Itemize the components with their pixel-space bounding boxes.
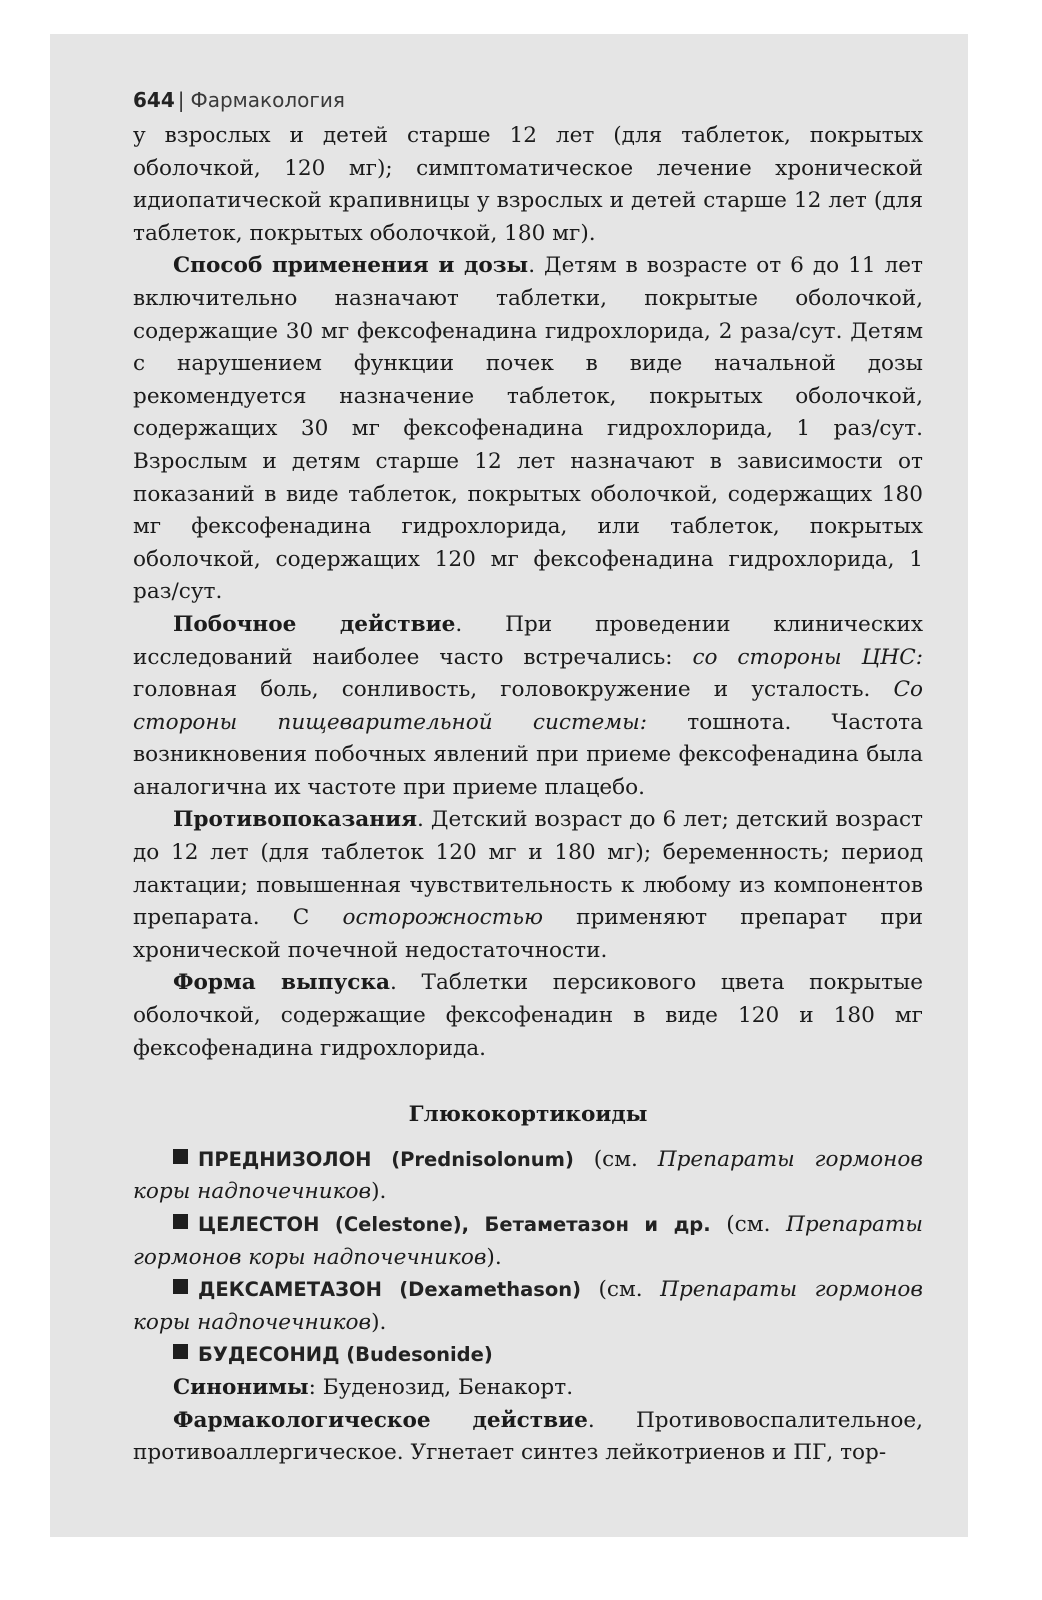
contraindications-italic: осторожностью: [342, 905, 544, 931]
side-effects-text-2: головная боль, сонливость, головокружение и усталость.: [133, 677, 894, 703]
paragraph-contraindications: [133, 804, 923, 967]
side-effects-text-3: тошнота. Частота возникновения побочных явлений при приеме фексофенадина была аналогична их частоте при приеме плацебо.: [133, 709, 923, 800]
square-bullet-icon: [173, 1214, 188, 1229]
dosage-label: Способ применения и дозы: [173, 253, 529, 279]
side-effects-text-1: . При проведении клинических исследований наиболее часто встречались:: [133, 611, 924, 670]
drug-ref-suffix: ).: [371, 1179, 387, 1205]
paragraph-pharm-action: [133, 1405, 923, 1470]
square-bullet-icon: [173, 1344, 188, 1359]
release-form-text: . Таблетки персикового цвета покрытые оболочкой, содержащие фексофенадин в виде 120 и 180 мг фексофенадина гидрохлорида.: [133, 970, 923, 1061]
drug-name: ДЕКСАМЕТАЗОН (Dexamethason): [198, 1278, 582, 1302]
drug-ref-prefix: (см.: [573, 1146, 658, 1172]
drug-entry: [133, 1274, 923, 1339]
drug-ref-suffix: ).: [486, 1244, 502, 1270]
paragraph-release-form: [133, 967, 923, 1065]
drug-reference: Препараты гормонов коры надпочечников: [133, 1277, 923, 1335]
contraindications-text-1: . Детский возраст до 6 лет; детский возраст до 12 лет (для таблеток 120 мг и 180 мг); беременность; период лактации; повышенная чувствительность к любому из компонентов препарата. С: [133, 807, 923, 931]
page-number: 644: [133, 88, 175, 112]
drug-ref-prefix: (см.: [581, 1277, 661, 1303]
drug-entry: [133, 1209, 923, 1274]
paragraph-intro: у взрослых и детей старше 12 лет (для таблеток, покрытых оболочкой, 120 мг); симптоматическое лечение хронической идиопатической крапивницы у взрослых и детей старше 12 лет (для таблеток, покрытых оболочкой, 180 мг).: [133, 123, 923, 246]
running-header: [133, 80, 923, 120]
header-title: Фармакология: [190, 88, 345, 112]
section-heading: Глюкокортикоиды: [408, 1102, 648, 1128]
paragraph-dosage: [133, 250, 923, 609]
synonyms-label: Синонимы: [173, 1374, 309, 1400]
dosage-text: . Детям в возрасте от 6 до 11 лет включительно назначают таблетки, покрытые оболочкой, содержащие 30 мг фексофенадина гидрохлорида, 2 раза/сут. Детям с нарушением функции почек в виде начальной дозы рекомендуется назначение таблеток, покрытых оболочкой, содержащих 30 мг фексофенадина гидрохлорида, 1 раз/сут. Взрослым и детям старше 12 лет назначают в зависимости от показаний в виде таблеток, покрытых оболочкой, содержащих 180 мг фексофенадина гидрохлорида, или таблеток, покрытых оболочкой, содержащих 120 мг фексофенадина гидрохлорида, 1 раз/сут.: [133, 253, 923, 605]
side-effects-italic-1: со стороны ЦНС:: [692, 644, 923, 670]
side-effects-italic-2: Со стороны пищеварительной системы:: [133, 677, 923, 735]
pharm-action-label: Фармакологическое действие: [173, 1407, 588, 1433]
contraindications-text-2: применяют препарат при хронической почечной недостаточности.: [133, 905, 923, 963]
drug-reference: Препараты гормонов коры надпочечников: [133, 1146, 923, 1205]
drug-name: ЦЕЛЕСТОН (Celestone), Бетаметазон и др.: [198, 1213, 711, 1236]
drug-ref-suffix: ).: [371, 1309, 387, 1335]
release-form-label: Форма выпуска: [173, 970, 391, 996]
drug-name: ПРЕДНИЗОЛОН (Prednisolonum): [198, 1147, 574, 1171]
paragraph-side-effects: [133, 609, 923, 805]
drug-ref-prefix: (см.: [710, 1212, 787, 1237]
contraindications-label: Противопоказания: [173, 807, 418, 833]
square-bullet-icon: [173, 1279, 188, 1294]
pharm-action-text: . Противовоспалительное, противоаллергическое. Угнетает синтез лейкотриенов и ПГ, тор-: [133, 1407, 923, 1466]
header-separator: |: [177, 88, 185, 112]
side-effects-label: Побочное действие: [173, 611, 456, 637]
drug-name: БУДЕСОНИД (Budesonide): [198, 1343, 493, 1367]
synonyms-text: : Буденозид, Бенакорт.: [308, 1374, 574, 1400]
drug-reference: Препараты гормонов коры надпочечников: [133, 1212, 923, 1270]
body-text: [133, 120, 923, 1470]
drug-entry: [133, 1144, 923, 1209]
drug-entry: [133, 1339, 923, 1372]
square-bullet-icon: [173, 1149, 188, 1164]
paragraph-synonyms: [133, 1372, 923, 1405]
page-content: [133, 80, 923, 1470]
